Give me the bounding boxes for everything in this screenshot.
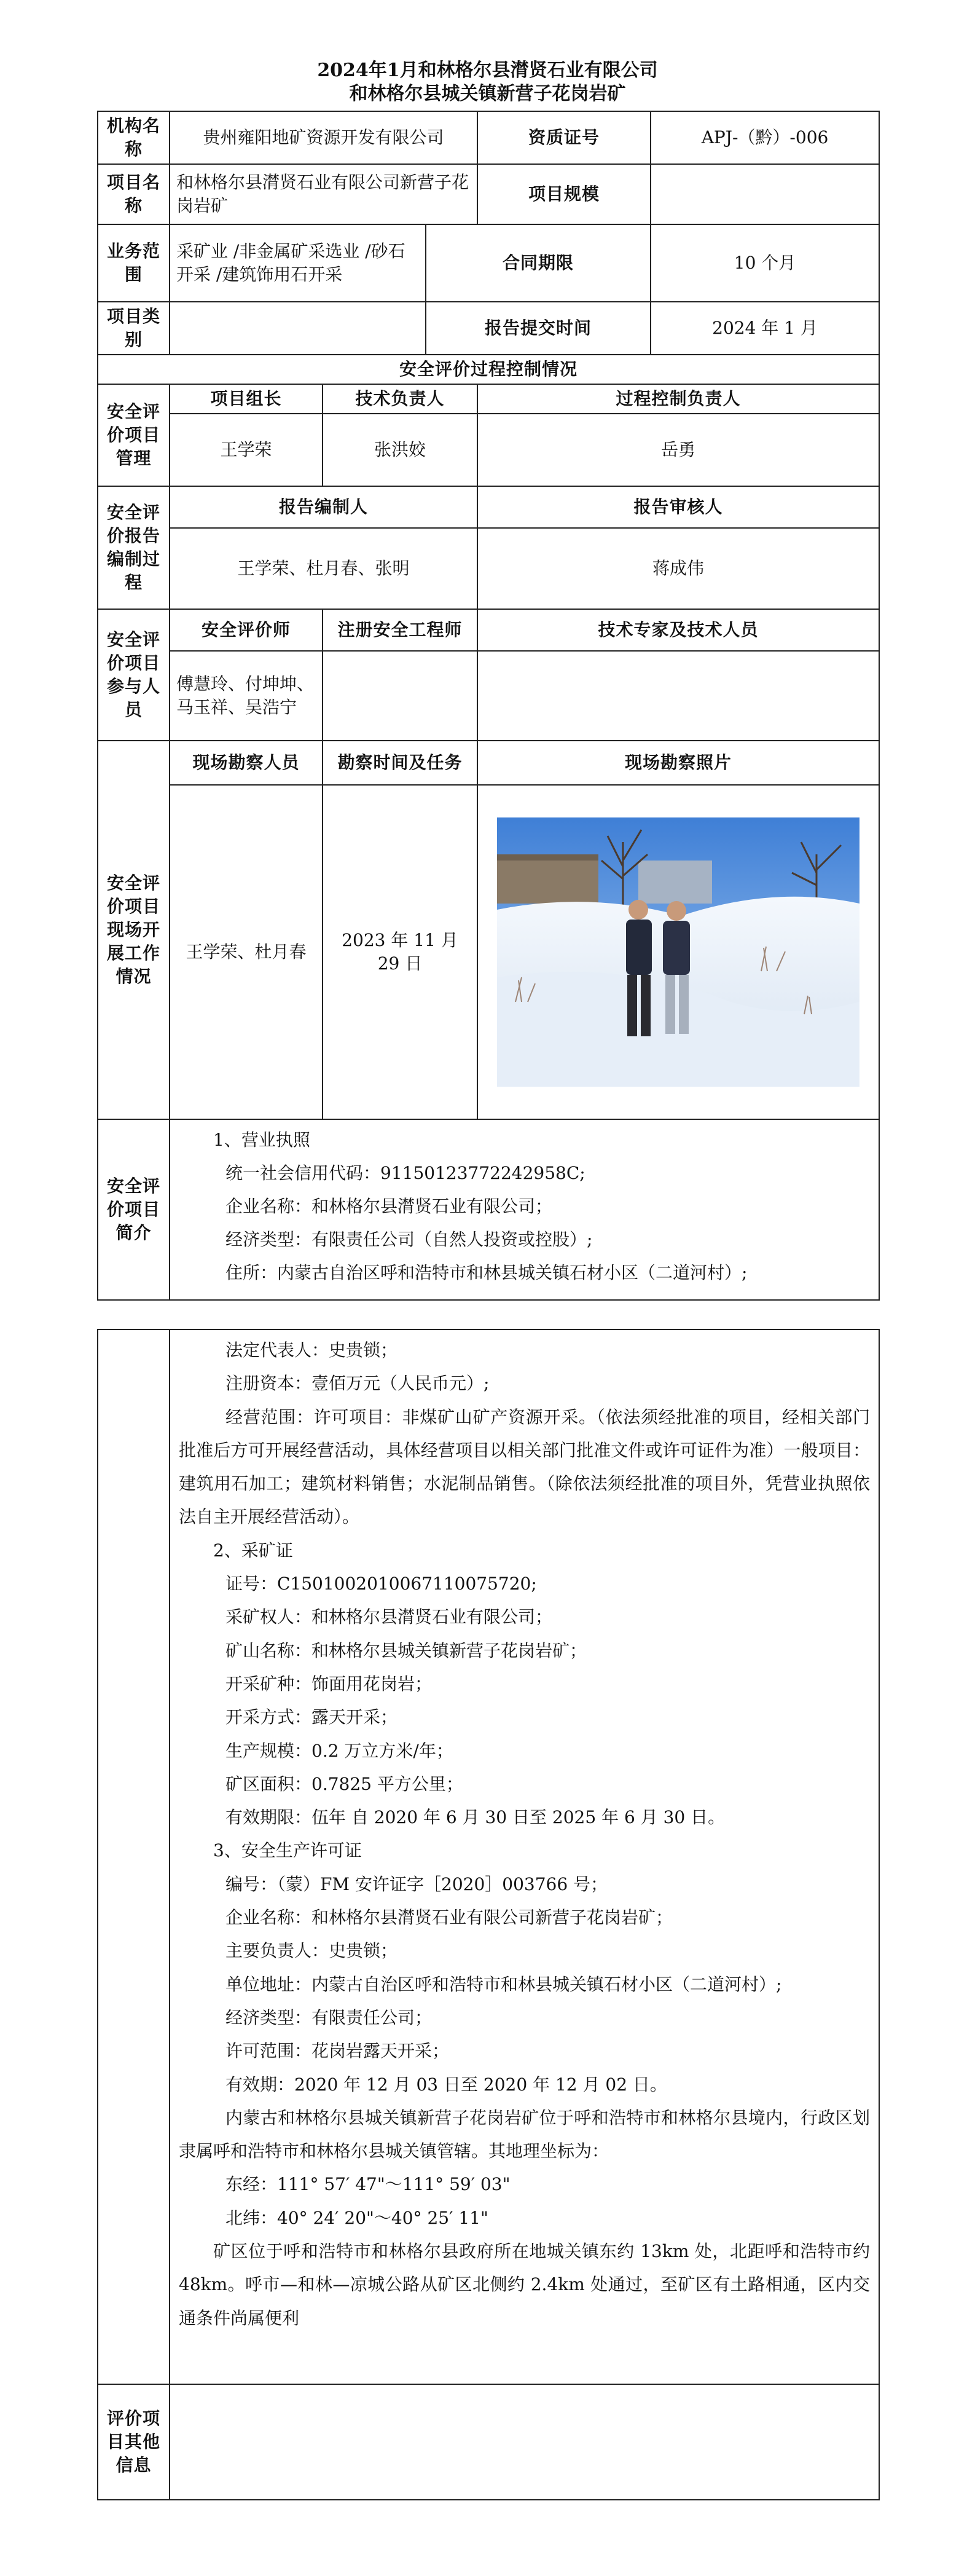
summary2-line-2: 经营范围：许可项目：非煤矿山矿产资源开采。（依法须经批准的项目，经相关部门批准后方可开展经营活动，具体经营项目以相关部门批准文件或许可证件为准）一般项目：建筑用石加工；建筑材料销售；水泥制品销售。（除依法须经批准的项目外，凭营业执照依法自主开展经营活动）。 xyxy=(179,1406,870,1527)
summary-line-0: 1、营业执照 xyxy=(213,1130,310,1150)
document-title-line1: 2024年1月和林格尔县潸贤石业有限公司 xyxy=(317,60,658,81)
summary2-line-15: 主要负责人：史贵锁； xyxy=(225,1940,398,1961)
summary2-line-13: 编号：（蒙）FM 安许证字［2020］003766 号； xyxy=(225,1873,608,1894)
ctrl-value: 岳勇 xyxy=(477,414,879,486)
summary2-line-8: 开采方式：露天开采； xyxy=(225,1707,398,1728)
cert-value: APJ-（黔）-006 xyxy=(651,111,879,164)
type-value xyxy=(170,302,426,355)
summary-line-2: 企业名称：和林格尔县潸贤石业有限公司； xyxy=(225,1196,553,1216)
engineer-value xyxy=(323,651,477,741)
contract-label: 合同期限 xyxy=(426,224,651,302)
evaluator-value: 傅慧玲、付坤坤、马玉祥、吴浩宁 xyxy=(170,651,323,741)
staff-label: 安全评价项目参与人员 xyxy=(98,609,170,741)
type-label: 项目类别 xyxy=(98,302,170,355)
summary2-line-5: 采矿权人：和林格尔县潸贤石业有限公司； xyxy=(225,1607,553,1628)
summary2-line-11: 有效期限：伍年 自 2020 年 6 月 30 日至 2025 年 6 月 30 日。 xyxy=(225,1807,726,1828)
summary-line-4: 住所：内蒙古自治区呼和浩特市和林县城关镇石材小区（二道河村）; xyxy=(225,1262,748,1283)
summary2-line-23: 矿区位于呼和浩特市和林格尔县政府所在地城关镇东约 13km 处，北距呼和浩特市约 48km。呼市—和林—凉城公路从矿区北侧约 2.4km 处通过，至矿区有土路相通，区内交通条件尚属便利 xyxy=(179,2241,870,2328)
mgmt-label: 安全评价项目管理 xyxy=(98,384,170,486)
other-info-label: 评价项目其他信息 xyxy=(98,2384,170,2500)
summary2-line-18: 许可范围：花岗岩露天开采； xyxy=(225,2041,450,2062)
summary2-line-6: 矿山名称：和林格尔县城关镇新营子花岗岩矿； xyxy=(225,1640,587,1661)
summary2-line-9: 生产规模：0.2 万立方米/年； xyxy=(225,1740,453,1761)
evaluator-label: 安全评价师 xyxy=(170,609,323,651)
summary2-line-0: 法定代表人：史贵锁； xyxy=(225,1340,398,1360)
summary2-line-17: 经济类型：有限责任公司； xyxy=(225,2007,433,2028)
leader-label: 项目组长 xyxy=(170,384,323,414)
expert-value xyxy=(477,651,879,741)
submit-value: 2024 年 1 月 xyxy=(651,302,879,355)
engineer-label: 注册安全工程师 xyxy=(323,609,477,651)
author-label: 报告编制人 xyxy=(170,486,477,528)
expert-label: 技术专家及技术人员 xyxy=(477,609,879,651)
leader-value: 王学荣 xyxy=(170,414,323,486)
business-value: 采矿业 /非金属矿采选业 /砂石开采 /建筑饰用石开采 xyxy=(170,224,426,302)
org-label: 机构名称 xyxy=(98,111,170,164)
summary2-line-21: 东经：111° 57′ 47"～111° 59′ 03" xyxy=(225,2174,511,2195)
contract-value: 10 个月 xyxy=(651,224,879,302)
tech-label: 技术负责人 xyxy=(323,384,477,414)
cert-label: 资质证号 xyxy=(477,111,651,164)
site-survey-photo xyxy=(497,817,859,1087)
field-label: 安全评价项目现场开展工作情况 xyxy=(98,741,170,1119)
reviewer-value: 蒋成伟 xyxy=(477,528,879,609)
author-value: 王学荣、杜月春、张明 xyxy=(170,528,477,609)
summary2-line-12: 3、安全生产许可证 xyxy=(213,1840,362,1861)
survey-time-value: 2023 年 11 月 29 日 xyxy=(323,785,477,1119)
summary2-line-4: 证号：C1501002010067110075720; xyxy=(225,1574,537,1594)
summary2-line-1: 注册资本：壹佰万元（人民币元）; xyxy=(225,1373,490,1394)
report-label: 安全评价报告编制过程 xyxy=(98,486,170,609)
ctrl-label: 过程控制负责人 xyxy=(477,384,879,414)
reviewer-label: 报告审核人 xyxy=(477,486,879,528)
process-section-title: 安全评价过程控制情况 xyxy=(98,355,879,384)
org-value: 贵州雍阳地矿资源开发有限公司 xyxy=(170,111,477,164)
summary-line-1: 统一社会信用代码：91150123772242958C; xyxy=(225,1163,585,1183)
summary2-line-10: 矿区面积：0.7825 平方公里； xyxy=(225,1773,463,1794)
tech-value: 张洪姣 xyxy=(323,414,477,486)
summary2-line-20: 内蒙古和林格尔县城关镇新营子花岗岩矿位于呼和浩特市和林格尔县境内，行政区划隶属呼和浩特市和林格尔县城关镇管辖。其地理坐标为： xyxy=(179,2107,870,2162)
summary2-line-3: 2、采矿证 xyxy=(213,1540,293,1561)
project-value: 和林格尔县潸贤石业有限公司新营子花岗岩矿 xyxy=(170,164,477,224)
surveyor-value: 王学荣、杜月春 xyxy=(170,785,323,1119)
summary-line-3: 经济类型：有限责任公司（自然人投资或控股）; xyxy=(225,1229,593,1250)
scale-value xyxy=(651,164,879,224)
evaluation-info-table-continued xyxy=(97,1329,880,2500)
summary2-line-16: 单位地址：内蒙古自治区呼和浩特市和林县城关镇石材小区（二道河村）; xyxy=(225,1974,782,1995)
scale-label: 项目规模 xyxy=(477,164,651,224)
summary2-line-7: 开采矿种：饰面用花岗岩； xyxy=(225,1673,433,1694)
summary-label: 安全评价项目简介 xyxy=(98,1119,170,1300)
document-title-line2: 和林格尔县城关镇新营子花岗岩矿 xyxy=(349,83,626,104)
summary2-line-19: 有效期：2020 年 12 月 03 日至 2020 年 12 月 02 日。 xyxy=(225,2074,667,2095)
summary2-line-14: 企业名称：和林格尔县潸贤石业有限公司新营子花岗岩矿； xyxy=(225,1907,673,1928)
surveyor-label: 现场勘察人员 xyxy=(170,741,323,785)
summary2-line-22: 北纬：40° 24′ 20"～40° 25′ 11" xyxy=(225,2207,488,2228)
survey-time-label: 勘察时间及任务 xyxy=(323,741,477,785)
project-label: 项目名称 xyxy=(98,164,170,224)
business-label: 业务范围 xyxy=(98,224,170,302)
evaluation-info-table xyxy=(97,111,880,1301)
photo-label: 现场勘察照片 xyxy=(477,741,879,785)
submit-label: 报告提交时间 xyxy=(426,302,651,355)
